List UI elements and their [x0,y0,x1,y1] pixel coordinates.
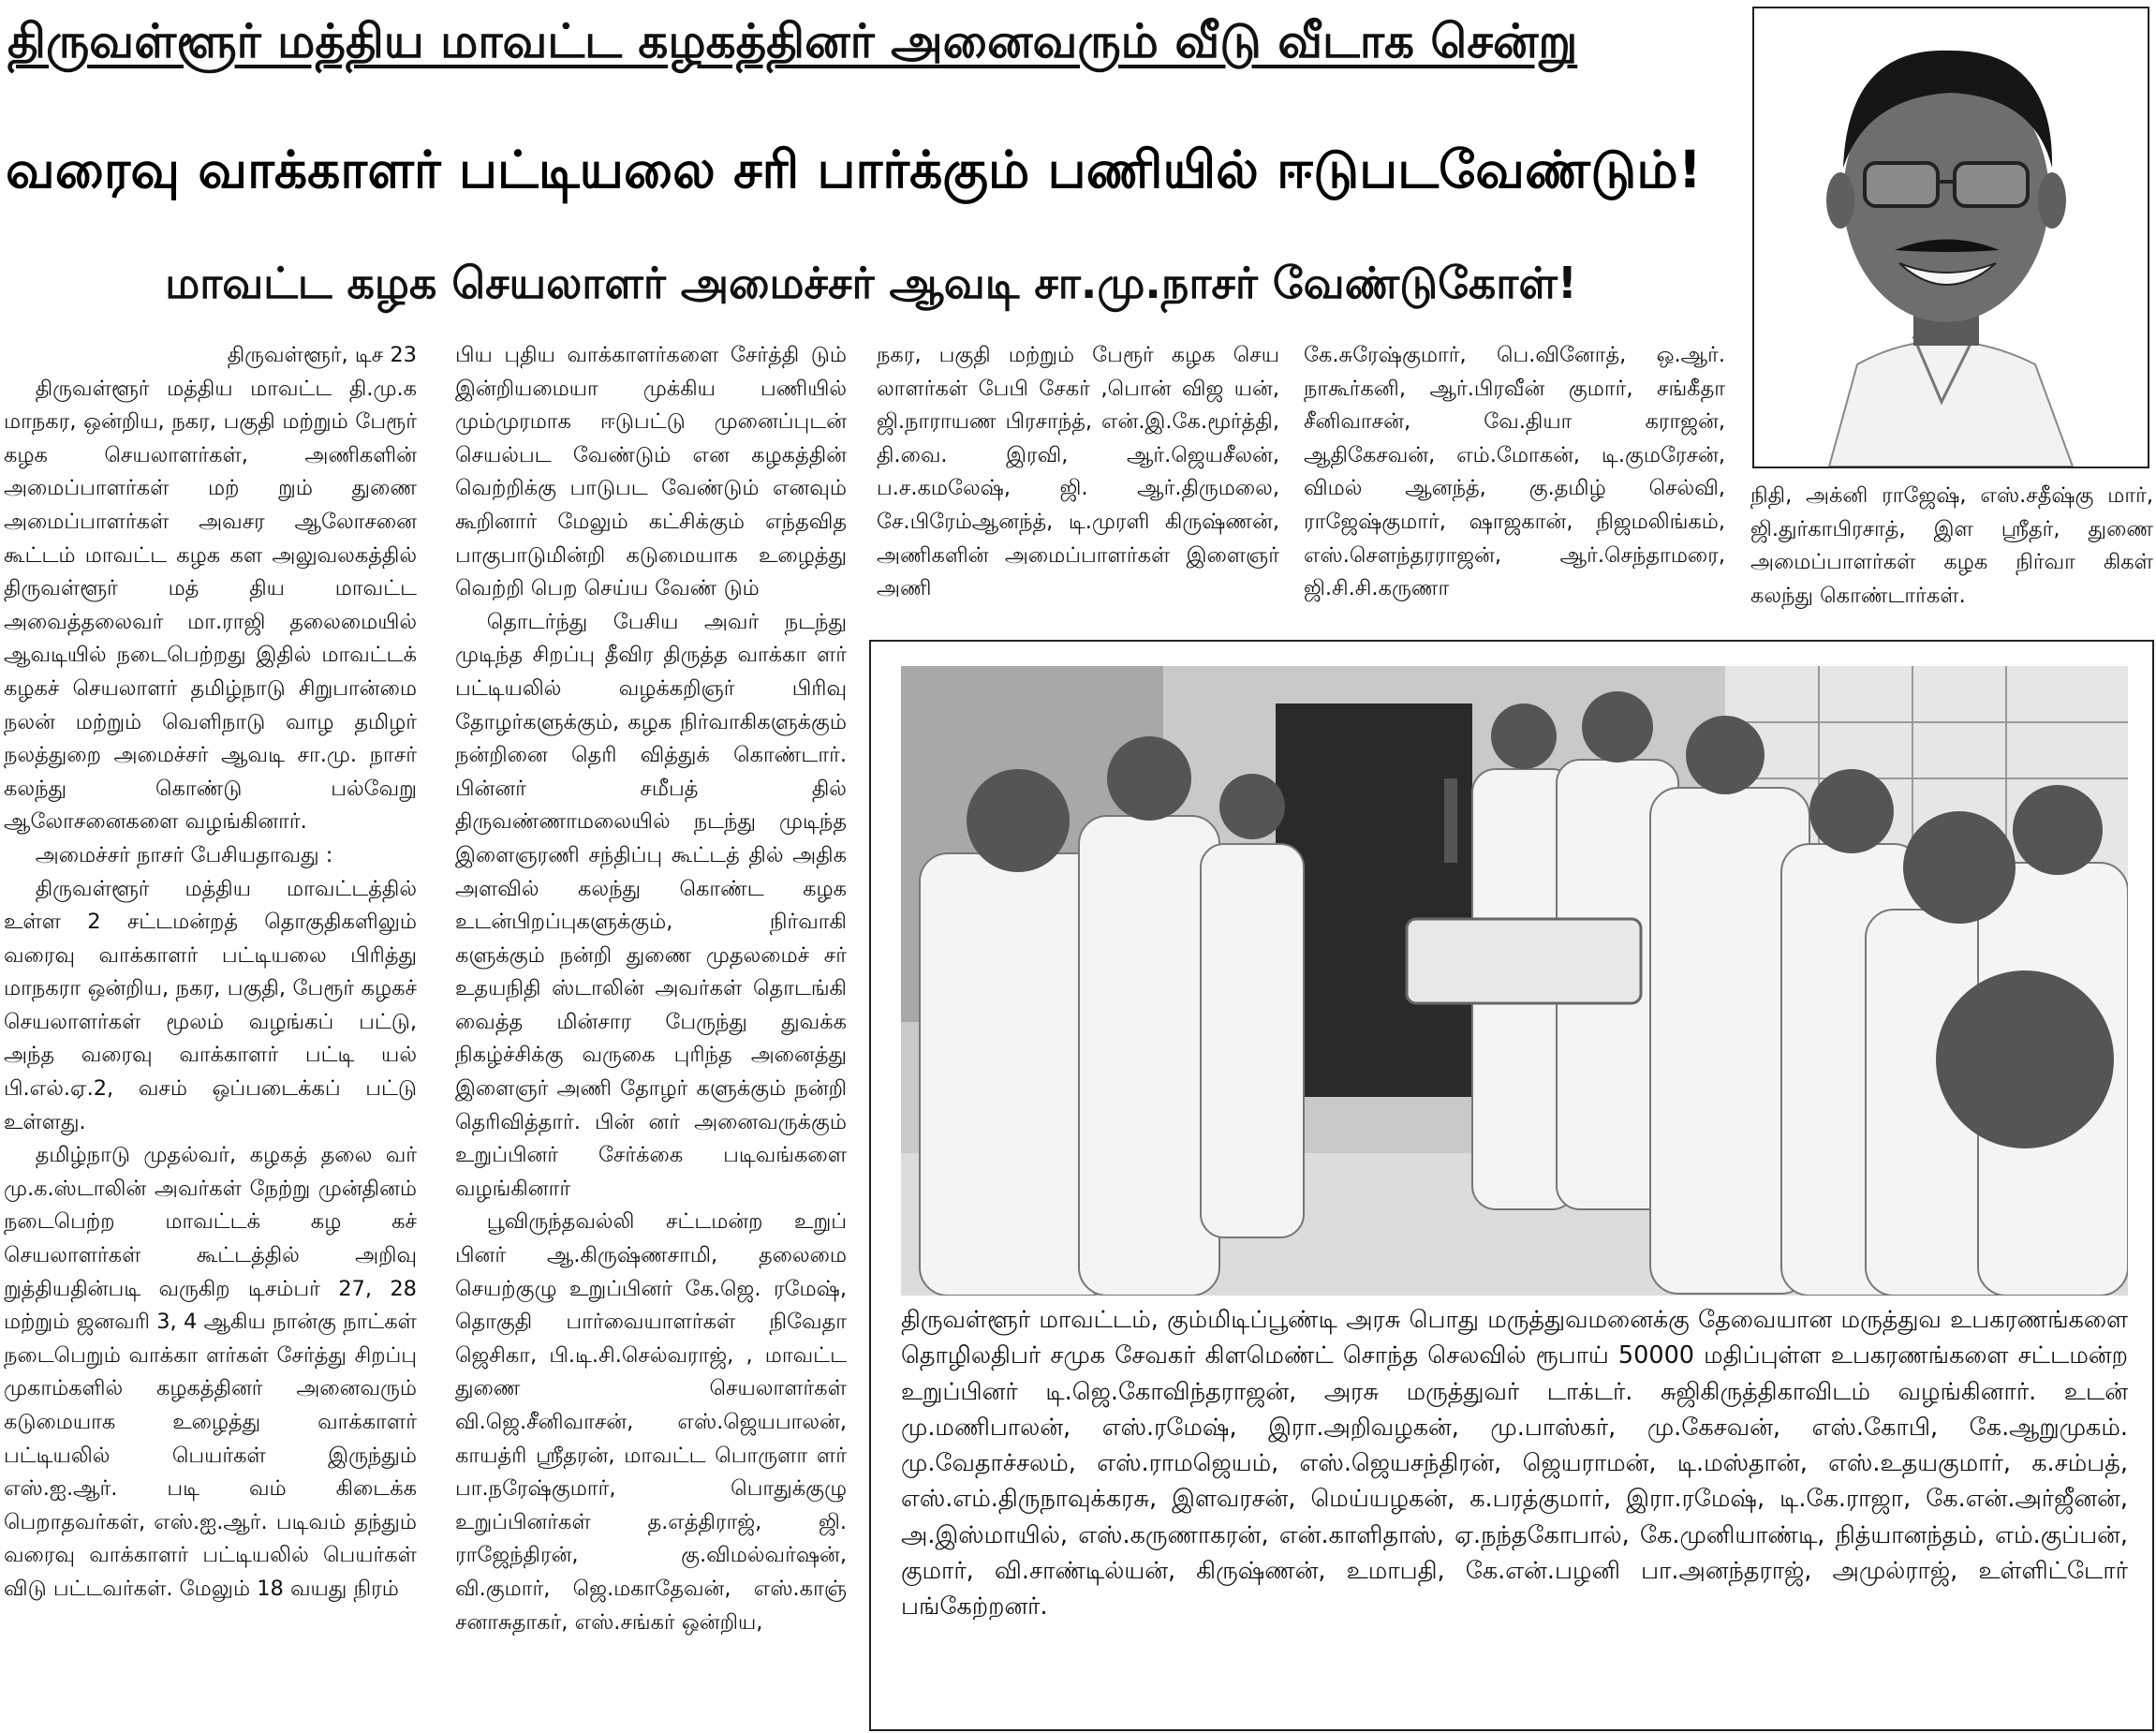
kicker-headline: திருவள்ளூர் மத்திய மாவட்ட கழகத்தினர் அனைவரும் வீடு வீடாக சென்று [7,14,1578,68]
portrait-photo [1752,7,2149,468]
portrait-image [1754,8,2148,467]
paragraph: தமிழ்நாடு முதல்வர், கழகத் தலை வர் மு.க.ஸ்டாலின் அவர்கள் நேற்று முன்தினம் நடைபெற்ற மாவட்டக் கழ கச் செயலாளர்கள் கூட்டத்தில் அறிவு றுத்தியதின்படி வருகிற டிசம்பர் 27, 28 மற்றும் ஜனவரி 3, 4 ஆகிய நான்கு நாட்கள் நடைபெறும் வாக்கா ளர்கள் சேர்த்து சிறப்பு முகாம்களில் கழகத்தினர் அனைவரும் கடுமையாக உழைத்து வாக்காளர் பட்டியலில் பெயர்கள் இருந்தும் எஸ்.ஐ.ஆர். படி வம் கிடைக்க பெறாதவர்கள், எஸ்.ஐ.ஆர். படிவம் தந்தும் வரைவு வாக்காளர் பட்டியலில் பெயர்கள் விடு பட்டவர்கள். மேலும் 18 வயது நிரம் [4,1143,417,1601]
caption-text: திருவள்ளூர் மாவட்டம், கும்மிடிப்பூண்டி அரசு பொது மருத்துவமனைக்கு தேவையான மருத்துவ உபகரணங்களை தொழிலதிபர் சமுக சேவகர் கிளமெண்ட் சொந்த செலவில் ரூபாய் 50000 மதிப்புள்ள உபகரணங்களை சட்டமன்ற உறுப்பினர் டி.ஜெ.கோவிந்தராஜன், அரசு மருத்துவர் டாக்டர். சுஜிகிருத்திகாவிடம் வழங்கினார். உடன் மு.மணிபாலன், எஸ்.ரமேஷ், இரா.அறிவழகன், மு.பாஸ்கர், மு.கேசவன், எஸ்.கோபி, கே.ஆறுமுகம். மு.வேதாச்சலம், எஸ்.ராமஜெயம், எஸ்.ஜெயசந்திரன், ஜெயராமன், டி.மஸ்தான், எஸ்.உதயகுமார், க.சம்பத், எஸ்.எம்.திருநாவுக்கரசு, இளவரசன், மெய்யழகன், க.பரத்குமார், இரா.ரமேஷ், டி.கே.ராஜா, கே.என்.அர்ஜீனன், அ.இஸ்மாயில், எஸ்.கருணாகரன், என்.காளிதாஸ், ஏ.நந்தகோபால், கே.முனியாண்டி, நித்யானந்தம், எம்.குப்பன், குமார், வி.சாண்டில்யன், கிருஷ்ணன், உமாபதி, கே.என்.பழனி பா.அனந்தராஜ், அமுல்ராஜ், உள்ளிட்டோர் பங்கேற்றனர். [901,1306,2128,1622]
paragraph: திருவள்ளூர் மத்திய மாவட்டத்தில் உள்ள 2 சட்டமன்றத் தொகுதிகளிலும் வரைவு வாக்காளர் பட்டியலை பிரித்து மாநகரா ஒன்றிய, நகர, பகுதி, பேரூர் கழகச் செயலாளர்கள் மூலம் வழங்கப் பட்டு, அந்த வரைவு வாக்காளர் பட்டி யல் பி.எல்.ஏ.2, வசம் ஒப்படைக்கப் பட்டு உள்ளது. [4,876,417,1134]
paragraph: தொடர்ந்து பேசிய அவர் நடந்து முடிந்த சிறப்பு தீவிர திருத்த வாக்கா ளர் பட்டியலில் வழக்கறிஞர் பிரிவு தோழர்களுக்கும், கழக நிர்வாகிகளுக்கும் நன்றினை தெரி வித்துக் கொண்டார். பின்னர் சமீபத் தில் திருவண்ணாமலையில் நடந்து முடிந்த இளைஞரணி சந்திப்பு கூட்டத் தில் அதிக அளவில் கலந்து கொண்ட கழக உடன்பிறப்புகளுக்கும், நிர்வாகி களுக்கும் நன்றி துணை முதலமைச் சர் உதயநிதி ஸ்டாலின் அவர்கள் தொடங்கி வைத்த மின்சார பேருந்து துவக்க நிகழ்ச்சிக்கு வருகை புரிந்த அனைத்து இளைஞர் அணி தோழர் களுக்கும் நன்றி தெரிவித்தார். பின் னர் அனைவருக்கும் உறுப்பினர் சேர்க்கை படிவங்களை வழங்கினார் [455,609,847,1201]
main-headline: வரைவு வாக்காளர் பட்டியலை சரி பார்க்கும் பணியில் ஈடுபடவேண்டும்! [6,141,1702,200]
article-column-5 [1750,480,2153,644]
sub-headline: மாவட்ட கழக செயலாளர் அமைச்சர் ஆவடி சா.மு.நாசர் வேண்டுகோள்! [165,258,1577,308]
event-photo-image [901,666,2128,1296]
article-column-1 [4,339,417,1731]
paragraph: கே.சுரேஷ்குமார், பெ.வினோத், ஒ.ஆர். நாகூர்கனி, ஆர்.பிரவீன் குமார், சங்கீதா சீனிவாசன், வே.தியா கராஜன், ஆதிகேசவன், எம்.மோகன், டி.குமரேசன், விமல் ஆனந்த், கு.தமிழ் செல்வி, ராஜேஷ்குமார், ஷாஜகான், நிஜமலிங்கம், எஸ்.சௌந்தரராஜன், ஆர்.செந்தாமரை, ஜி.சி.சி.கருணா [1304,343,1725,601]
event-photo [901,666,2128,1296]
article-column-3 [877,339,1279,630]
paragraph: பூவிருந்தவல்லி சட்டமன்ற உறுப் பினர் ஆ.கிருஷ்ணசாமி, தலைமை செயற்குழு உறுப்பினர் கே.ஜெ. ரமேஷ், தொகுதி பார்வையாளர்கள் நிவேதா ஜெசிகா, பி.டி.சி.செல்வராஜ், , மாவட்ட துணை செயலாளர்கள் வி.ஜெ.சீனிவாசன், எஸ்.ஜெயபாலன், காயத்ரி ஸ்ரீதரன், மாவட்ட பொருளா ளர் பா.நரேஷ்குமார், பொதுக்குழு உறுப்பினர்கள் த.எத்திராஜ், ஜி. ராஜேந்திரன், கு.விமல்வர்ஷன், வி.குமார், ஜெ.மகாதேவன், எஸ்.காஞ் சனாசுதாகர், எஸ்.சங்கர் ஒன்றிய, [455,1209,847,1635]
paragraph: நிதி, அக்னி ராஜேஷ், எஸ்.சதீஷ்கு மார், ஜி.துர்காபிரசாத், இள ஸ்ரீதர், துணை அமைப்பாளர்கள் கழக நிர்வா கிகள் கலந்து கொண்டார்கள். [1750,483,2153,608]
photo-caption [901,1302,2128,1724]
paragraph: அமைச்சர் நாசர் பேசியதாவது : [35,842,333,867]
paragraph: திருவள்ளூர் மத்திய மாவட்ட தி.மு.க மாநகர, ஒன்றிய, நகர, பகுதி மற்றும் பேரூர் கழக செயலாளர்கள், அணிகளின் அமைப்பாளர்கள் மற் றும் துணை அமைப்பாளர்கள் அவசர ஆலோசனை கூட்டம் மாவட்ட கழக கள அலுவலகத்தில் திருவள்ளூர் மத் திய மாவட்ட அவைத்தலைவர் மா.ராஜி தலைமையில் ஆவடியில் நடைபெற்றது இதில் மாவட்டக் கழகச் செயலாளர் தமிழ்நாடு சிறுபான்மை நலன் மற்றும் வெளிநாடு வாழ தமிழர் நலத்துறை அமைச்சர் ஆவடி சா.மு. நாசர் கலந்து கொண்டு பல்வேறு ஆலோசனைகளை வழங்கினார். [4,376,417,835]
paragraph: பிய புதிய வாக்காளர்களை சேர்த்தி டும் இன்றியமையா முக்கிய பணியில் மும்முரமாக ஈடுபட்டு முனைப்புடன் செயல்பட வேண்டும் என கழகத்தின் வெற்றிக்கு பாடுபட வேண்டும் எனவும் கூறினார் மேலும் கட்சிக்கும் எந்தவித பாகுபாடுமின்றி கடுமையாக உழைத்து வெற்றி பெற செய்ய வேண் டும் [455,343,847,601]
dateline: திருவள்ளூர், டிச 23 [227,343,417,367]
article-column-4 [1304,339,1725,630]
article-column-2 [455,339,847,1731]
paragraph: நகர, பகுதி மற்றும் பேரூர் கழக செய லாளர்கள் பேபி சேகர் ,பொன் விஜ யன், ஜி.நாராயண பிரசாந்த், என்.இ.கே.மூர்த்தி, தி.வை. இரவி, ஆர்.ஜெயசீலன், ப.ச.கமலேஷ், ஜி. ஆர்.திருமலை, சே.பிரேம்ஆனந்த், டி.முரளி கிருஷ்ணன், அணிகளின் அமைப்பாளர்கள் இளைஞர் அணி [877,343,1279,601]
